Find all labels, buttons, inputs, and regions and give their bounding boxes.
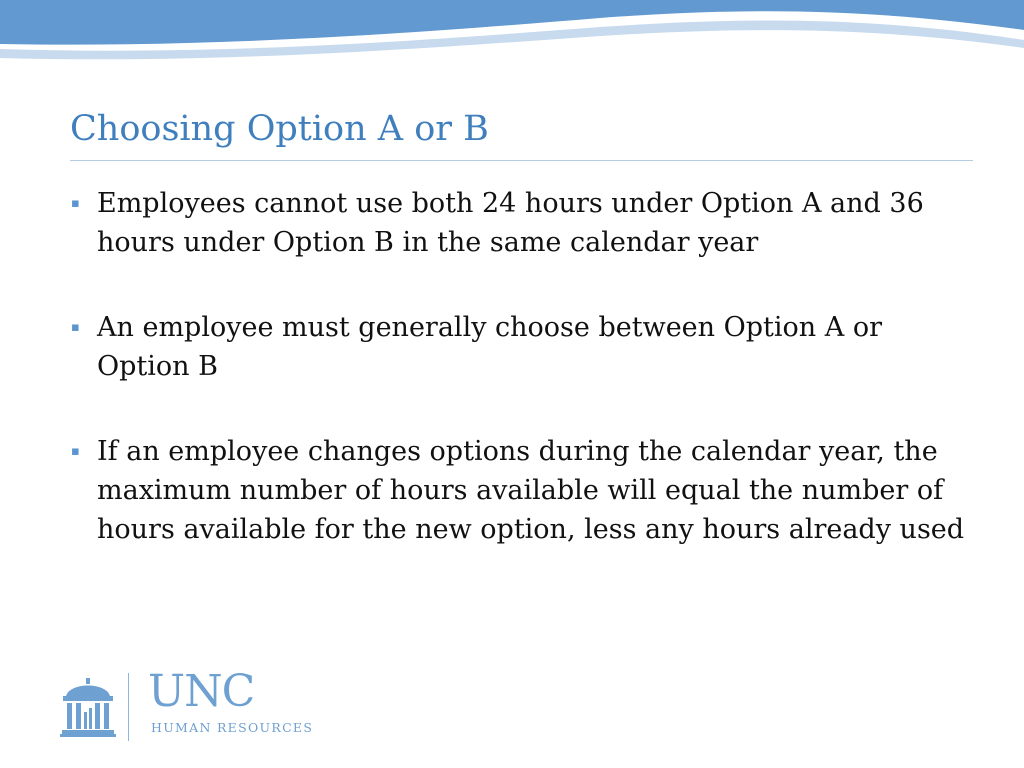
- title-divider: [70, 160, 973, 161]
- bullet-text: An employee must generally choose between Option A or Option B: [97, 312, 883, 382]
- bullet-text: If an employee changes options during the calendar year, the maximum number of hours available will equal the number of hours available for the new option, less any hours already used: [97, 436, 965, 545]
- logo-wordmark: UNC: [148, 666, 255, 717]
- bullet-item: [70, 432, 970, 549]
- square-bullet-icon: ▪: [71, 320, 80, 335]
- bullet-item: [70, 308, 970, 386]
- bullet-text: Employees cannot use both 24 hours under Option A and 36 hours under Option B in the same calendar year: [97, 188, 924, 258]
- logo-subtitle: HUMAN RESOURCES: [151, 720, 314, 735]
- bullet-list: [70, 184, 970, 595]
- slide-title: Choosing Option A or B: [70, 109, 489, 149]
- old-well-icon: [60, 674, 116, 738]
- unc-hr-logo: [60, 668, 360, 748]
- square-bullet-icon: ▪: [71, 444, 80, 459]
- logo-divider: [128, 673, 129, 741]
- bullet-item: [70, 184, 970, 262]
- square-bullet-icon: ▪: [71, 196, 80, 211]
- header-wave-decoration: [0, 0, 1024, 90]
